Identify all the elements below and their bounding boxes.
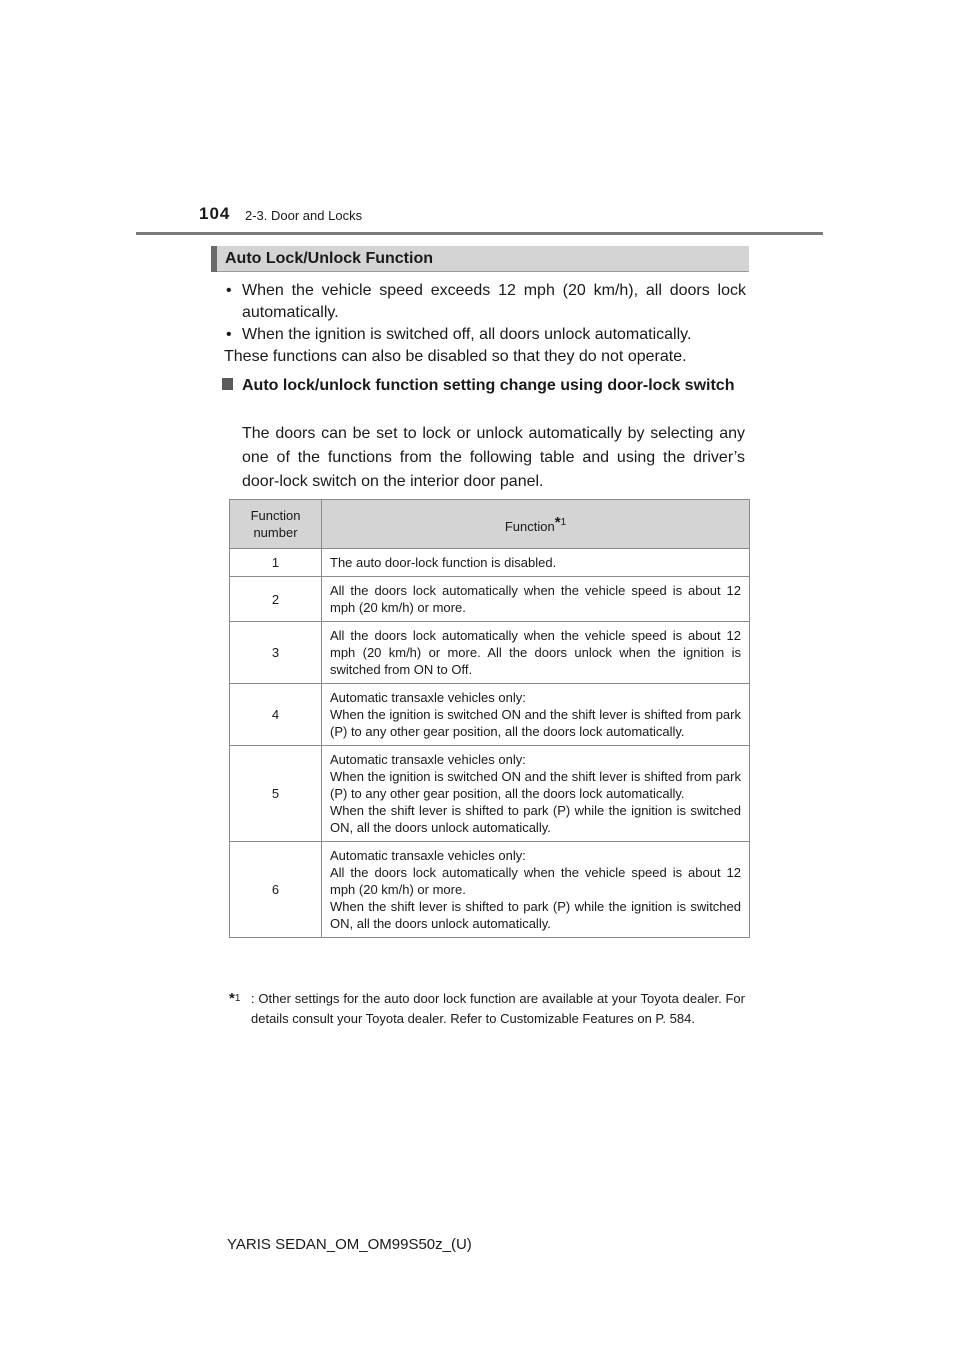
section-title: Auto Lock/Unlock Function xyxy=(225,250,433,267)
table-row xyxy=(230,746,750,842)
table-row xyxy=(230,684,750,746)
table-header-row xyxy=(230,500,750,549)
bullet-item xyxy=(226,324,746,346)
document-id: YARIS SEDAN_OM_OM99S50z_(U) xyxy=(227,1236,472,1253)
function-line: Automatic transaxle vehicles only: xyxy=(330,752,526,767)
section-title-bar xyxy=(211,246,749,272)
bullet-list xyxy=(226,280,746,346)
function-number-cell: 6 xyxy=(230,842,322,938)
function-line: When the ignition is switched ON and the shift lever is shifted from park (P) to any other gear position, all the doors lock automatically. xyxy=(330,707,741,739)
function-number-cell: 2 xyxy=(230,577,322,622)
function-number-cell: 3 xyxy=(230,622,322,684)
section-header: 2-3. Door and Locks xyxy=(245,208,363,223)
page-number: 104 xyxy=(199,204,231,223)
function-description-cell xyxy=(322,622,750,684)
function-line: All the doors lock automatically when the vehicle speed is about 12 mph (20 km/h) or more. xyxy=(330,865,741,897)
footnote-text: : Other settings for the auto door lock function are available at your Toyota dealer. For details consult your Toyota dealer. Refer to Customizable Features on P. 584. xyxy=(251,991,745,1026)
table-row xyxy=(230,549,750,577)
function-description-cell xyxy=(322,842,750,938)
function-description-cell xyxy=(322,577,750,622)
header-function xyxy=(322,500,750,549)
function-line: The auto door-lock function is disabled. xyxy=(330,555,557,570)
table-row xyxy=(230,622,750,684)
function-description-cell xyxy=(322,684,750,746)
function-number-cell: 1 xyxy=(230,549,322,577)
function-table xyxy=(229,499,750,938)
table-row xyxy=(230,842,750,938)
footnote-index: 1 xyxy=(560,516,567,528)
function-line: All the doors lock automatically when the vehicle speed is about 12 mph (20 km/h) or more. xyxy=(330,583,741,615)
function-line: When the ignition is switched ON and the shift lever is shifted from park (P) to any other gear position, all the doors lock automatically. xyxy=(330,769,741,801)
function-line: All the doors lock automatically when the vehicle speed is about 12 mph (20 km/h) or more. All the doors unlock when the ignition is switched from ON to Off. xyxy=(330,628,741,677)
function-line: Automatic transaxle vehicles only: xyxy=(330,690,526,705)
subheading-text: Auto lock/unlock function setting change using door-lock switch xyxy=(242,377,735,394)
function-line: When the shift lever is shifted to park (P) while the ignition is switched ON, all the doors unlock automatically. xyxy=(330,899,741,931)
bullet-dot: • xyxy=(226,326,232,343)
bullet-item xyxy=(226,280,746,324)
header-function-label: Function xyxy=(504,518,555,534)
function-description-cell xyxy=(322,549,750,577)
square-bullet-icon xyxy=(222,378,233,390)
function-line: Automatic transaxle vehicles only: xyxy=(330,848,526,863)
footnote-asterisk: * xyxy=(229,990,235,1007)
function-description-cell xyxy=(322,746,750,842)
header-function-number: Function number xyxy=(230,500,322,549)
footnote-marker xyxy=(229,989,240,1013)
bullet-dot: • xyxy=(226,282,232,299)
footnote-asterisk: * xyxy=(554,513,561,531)
footnote xyxy=(229,989,745,1029)
table-row xyxy=(230,577,750,622)
function-line: When the shift lever is shifted to park (P) while the ignition is switched ON, all the doors unlock automatically. xyxy=(330,803,741,835)
function-number-cell: 4 xyxy=(230,684,322,746)
subheading xyxy=(222,374,746,397)
body-paragraph: The doors can be set to lock or unlock automatically by selecting any one of the functions from the following table and using the driver’s door-lock switch on the interior door panel. xyxy=(242,425,745,490)
function-number-cell: 5 xyxy=(230,746,322,842)
title-bar-accent xyxy=(211,246,217,272)
header-divider xyxy=(136,232,823,235)
intro-paragraph: These functions can also be disabled so that they do not operate. xyxy=(224,348,687,365)
bullet-text: When the vehicle speed exceeds 12 mph (20 km/h), all doors lock automatically. xyxy=(242,282,746,321)
footnote-index: 1 xyxy=(234,993,241,1004)
bullet-text: When the ignition is switched off, all doors unlock automatically. xyxy=(242,326,692,343)
